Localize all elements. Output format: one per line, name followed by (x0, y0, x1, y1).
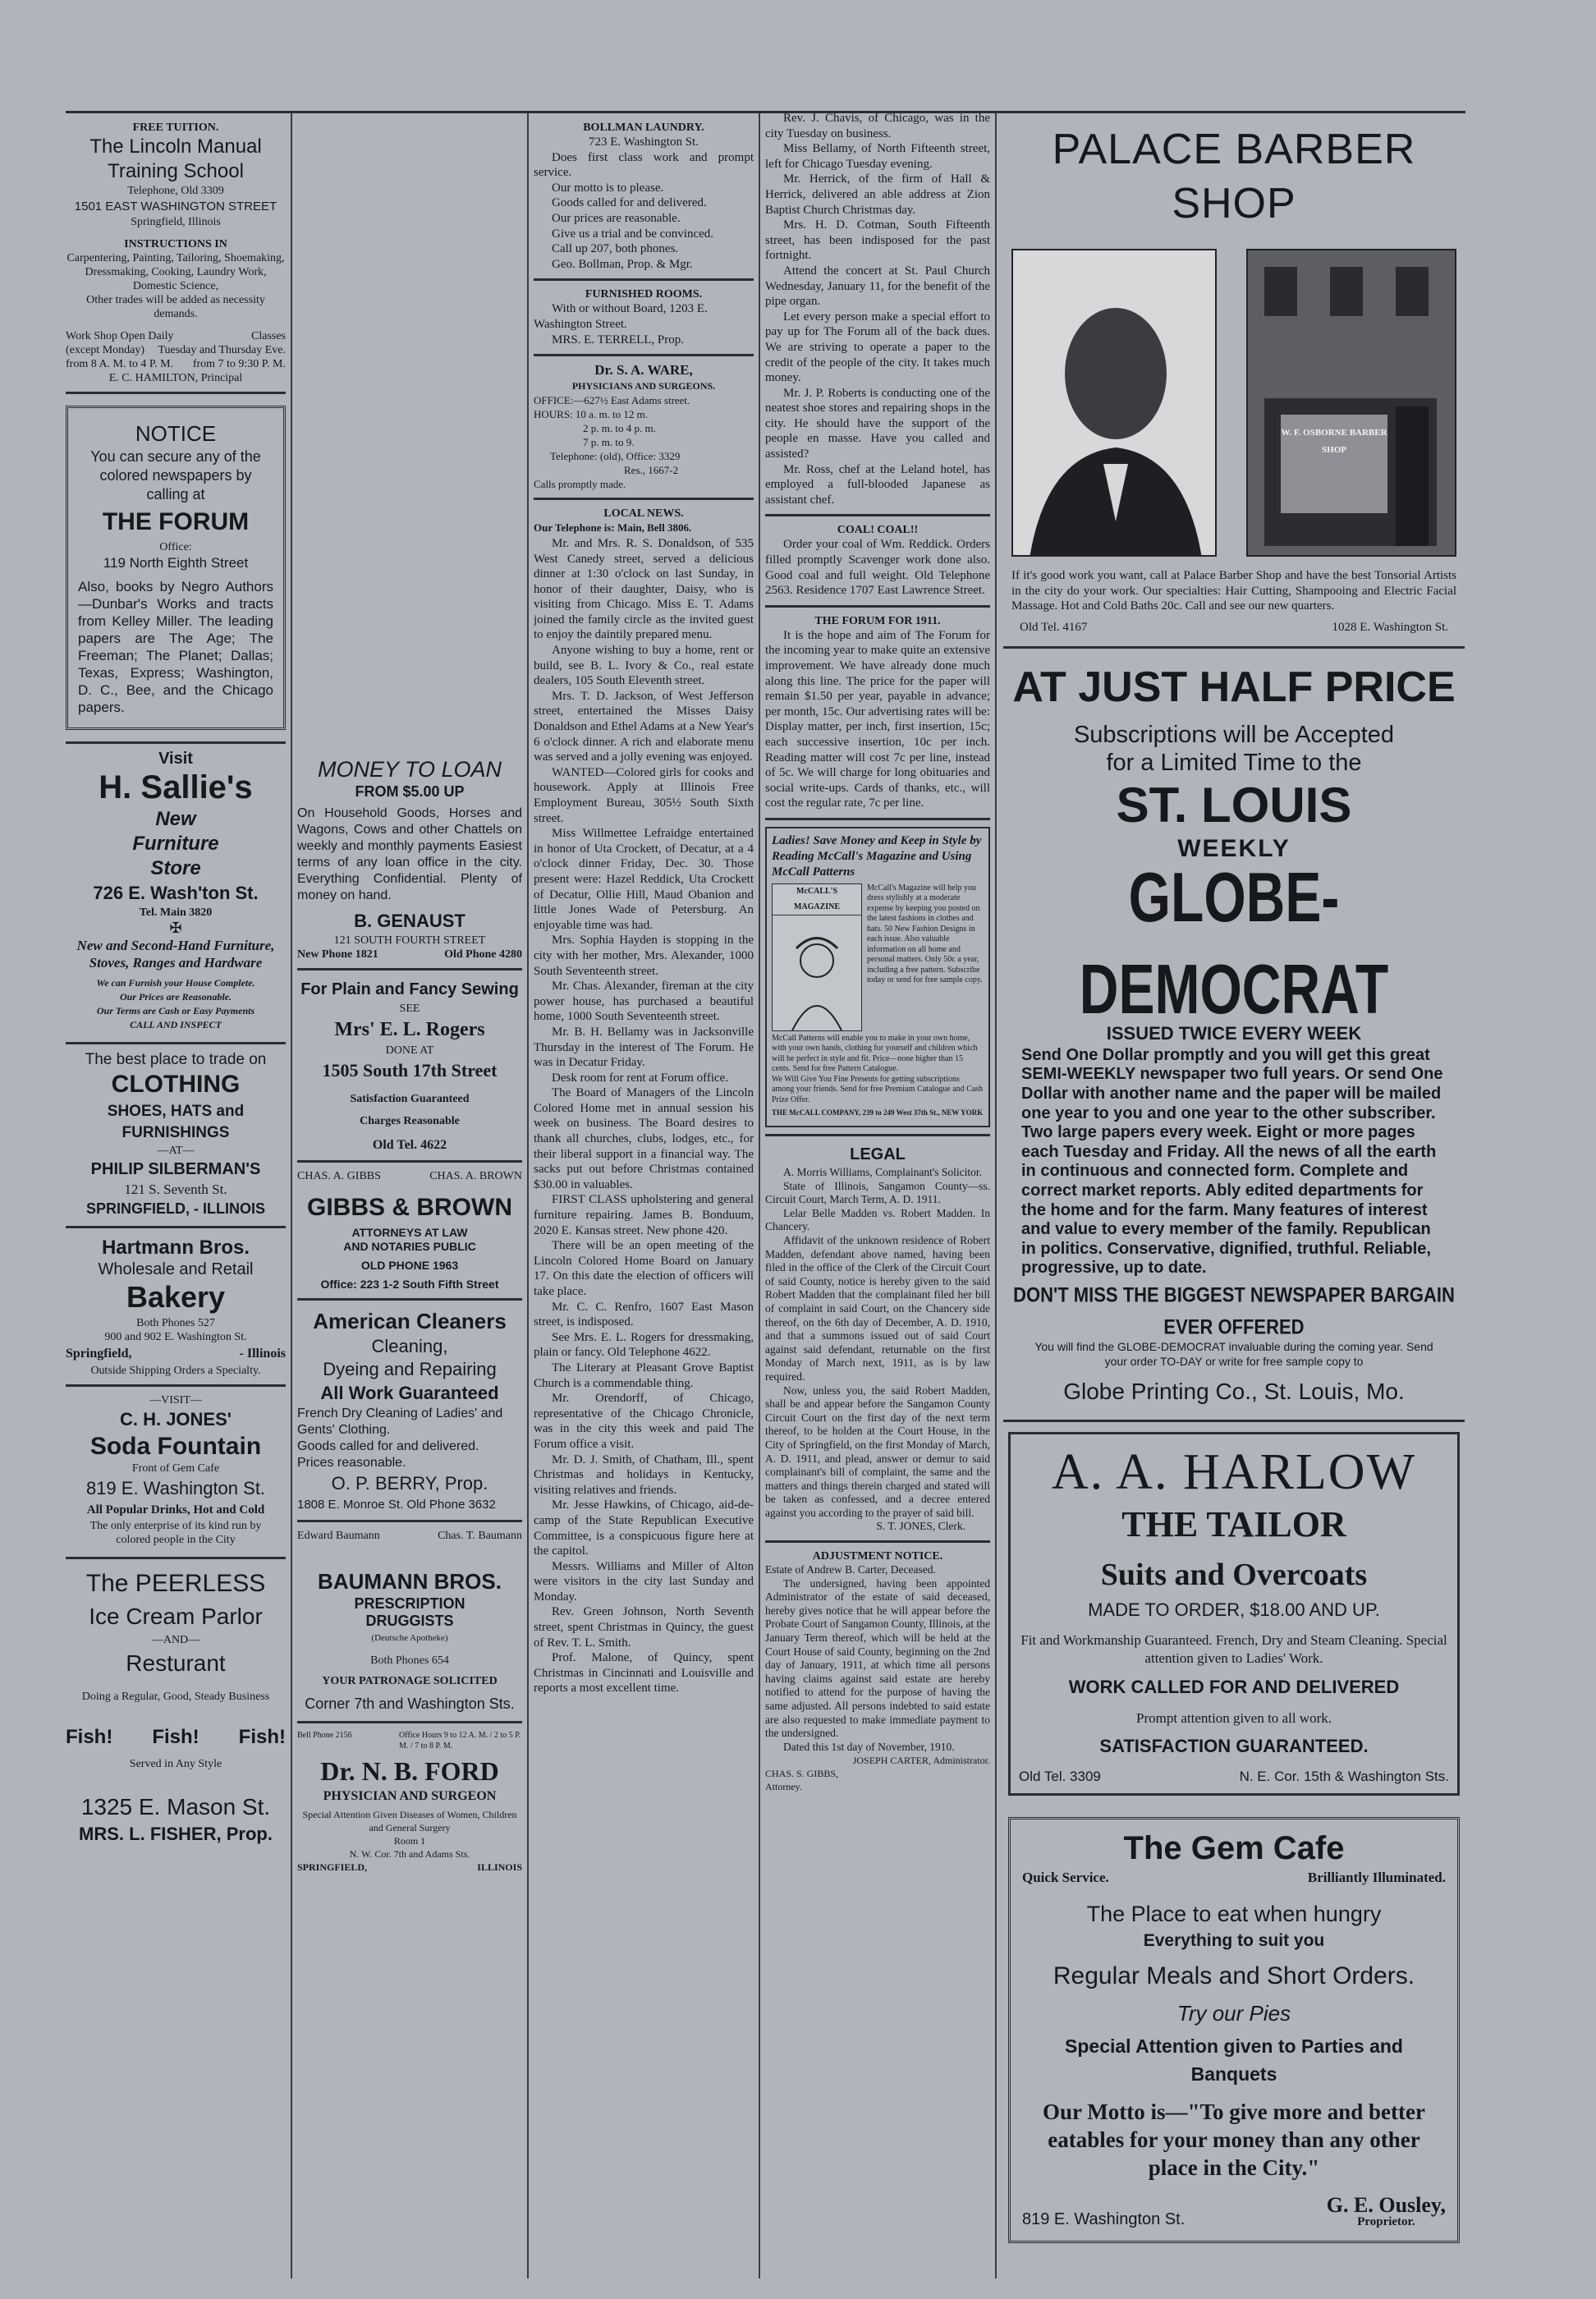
mccall-ad (765, 827, 990, 1127)
jones-location: Front of Gem Cafe (131, 1462, 220, 1475)
shoes-hats: SHOES, HATS and FURNISHINGS (107, 1103, 245, 1141)
news-item: Mr. B. H. Bellamy was in Jacksonville Thursday in the interest of The Forum. He was in Decatur Friday. (534, 1025, 754, 1070)
satisfaction: SATISFACTION GUARANTEED. (1099, 1735, 1369, 1756)
legal-clerk: S. T. JONES, Clerk. (876, 1520, 965, 1533)
furnished-proprietor: MRS. E. TERRELL, Prop. (552, 333, 684, 346)
news-item: Mr. and Mrs. R. S. Donaldson, of 535 West Canedy street, served a delicious dinner at 1:30 o'clock on last Sunday, in honor of their daughter, Daisy, who is visiting from Chicago. Miss E. T. Adams joined the family circle as the invited guest to enjoy the daintily prepared menu. (534, 536, 754, 642)
jones-name: C. H. JONES' (119, 1409, 232, 1429)
news-item: Mrs. T. D. Jackson, of West Jefferson street, entertained the Misses Daisy Donaldson and Ethel Adams at a New Year's 6 o'clock dinner. A rich and elaborate menu was served and a jolly evening was enjoyed. (534, 689, 754, 764)
column-3 (534, 111, 754, 2262)
furnished-head: FURNISHED ROOMS. (585, 288, 703, 301)
st-louis: ST. LOUIS (1116, 777, 1352, 833)
rogers-name: Mrs' E. L. Rogers (334, 1019, 485, 1040)
prompt-attention: Prompt attention given to all work. (1136, 1709, 1332, 1726)
genaust-name: B. GENAUST (354, 911, 466, 931)
and-label: —AND— (151, 1634, 200, 1646)
school-address: 1501 EAST WASHINGTON STREET (74, 200, 277, 213)
harlow-text: Fit and Workmanship Guaranteed. French, Dry and Steam Cleaning. Special attention given to Ladies' Work. (1020, 1631, 1447, 1666)
genaust-address: 121 SOUTH FOURTH STREET (333, 934, 486, 947)
american-cleaners: American Cleaners (313, 1309, 507, 1333)
done-label: DONE AT (385, 1044, 434, 1057)
prices-reasonable: Prices reasonable. (297, 1456, 406, 1470)
gem-motto: Our Motto is—"To give more and better eatables for your money than any other place in the City." (1043, 2099, 1425, 2180)
resturant-label: Resturant (126, 1650, 226, 1676)
news-item: Mr. Herrick, of the firm of Hall & Herrick, delivered an able address at Zion Baptist Church Christmas day. (765, 172, 990, 217)
news-item: Mrs. Sophia Hayden is stopping in the city with her mother, Mrs. Alexander, 1000 South Seventeenth street. (534, 934, 754, 978)
brilliantly-illuminated: Brilliantly Illuminated. (1307, 1869, 1446, 1885)
news-item: Mr. Chas. Alexander, fireman at the city power house, has purchased a beautiful home, 1000 South Seventeenth street. (534, 980, 754, 1024)
sewing-head: For Plain and Fancy Sewing (300, 980, 519, 998)
class-hours: from 7 to 9:30 P. M. (192, 358, 286, 370)
instructions-line: Dressmaking, Cooking, Laundry Work, (85, 266, 267, 278)
ornament-icon: ✠ (169, 920, 182, 936)
prescription-label: PRESCRIPTION (354, 1595, 466, 1612)
sallie-line: CALL AND INSPECT (130, 1019, 222, 1030)
instructions-head: INSTRUCTIONS IN (124, 238, 227, 250)
news-item: Messrs. Williams and Miller of Alton were visitors in the city last Sunday and Monday. (534, 1559, 754, 1604)
hartmann-address: 900 and 902 E. Washington St. (104, 1331, 247, 1343)
coal-head: COAL! COAL!! (837, 524, 919, 537)
adjustment-text: The undersigned, having been appointed Administrator of the estate of said deceased, hereby gives notice that he will appear before the Probate Court of Sangamon County, Illinois, at the January Term thereof, which will be held at the Court House of said County, beginning on the 2nd day of January, 1911, at which time all persons having claims against said estate are hereby notified to attend for the purpose of having the same adjusted. All persons indebted to said estate are also requested to make immediate payment to the undersigned. (765, 1576, 990, 1740)
druggists-label: DRUGGISTS (365, 1613, 454, 1629)
workshop-hours: from 8 A. M. to 4 P. M. (66, 358, 174, 370)
legal-text: A. Morris Williams, Complainant's Solicitor. (783, 1166, 983, 1179)
work-called: WORK CALLED FOR AND DELIVERED (1068, 1676, 1400, 1697)
school-city: Springfield, Illinois (131, 216, 221, 228)
mccall-magazine-image (772, 883, 862, 1031)
coal-text: Order your coal of Wm. Reddick. Orders filled promptly Scavenger work done also. Good coal and full weight. Old Telephone 2563. Residence 1707 East Lawrence Street. (765, 538, 990, 598)
column-rule (759, 111, 760, 2278)
gibbs-brown: GIBBS & BROWN (307, 1194, 512, 1221)
laundry-text: Does first class work and prompt service. (534, 150, 754, 180)
news-item: Rev. J. Chavis, of Chicago, was in the city Tuesday on business. (765, 112, 990, 140)
fish-label: Fish! (66, 1726, 113, 1748)
sallie-line: Our Prices are Reasonable. (120, 991, 232, 1003)
globe-find: You will find the GLOBE-DEMOCRAT invaluable during the coming year. Send your order TO-DAY or write for free sample copy to (1034, 1339, 1433, 1368)
laundry-head: BOLLMAN LAUNDRY. (583, 122, 704, 134)
mccall-text: McCall Patterns will enable you to make in your own home, with your own hands, clothing for yourself and children which will be perfect in style and fit. Price—none higher than 15 cents. Send for free Pattern Catalogue. (772, 1033, 978, 1074)
office-label: Office: (159, 541, 192, 553)
baumann-partner: Edward Baumann (297, 1530, 380, 1542)
sallie-desc: New and Second-Hand Furniture, Stoves, Ranges and Hardware (76, 938, 275, 971)
storefront-sign: W. F. OSBORNE BARBER SHOP (1281, 428, 1387, 455)
sallie-line: We can Furnish your House Complete. (96, 977, 255, 989)
quick-service: Quick Service. (1022, 1869, 1109, 1885)
notice-box (66, 406, 286, 730)
mccall-head: Ladies! Save Money and Keep in Style by Reading McCall's Magazine and Using McCall Patterns (772, 833, 982, 879)
harlow-ad (1008, 1432, 1460, 1796)
gem-cafe-name: The Gem Cafe (1123, 1829, 1345, 1866)
news-item: Mr. J. P. Roberts is conducting one of the neatest shoe stores and repairing shops in the city. He should have the support of the people en masse. Have you called and assisted? (765, 386, 990, 461)
column-rule (291, 111, 292, 2278)
ford-city: SPRINGFIELD, (297, 1861, 368, 1873)
ware-office: OFFICE:—627½ East Adams street. (534, 394, 690, 407)
hartmann-state: - Illinois (239, 1347, 286, 1361)
genaust-phone: Old Phone 4280 (444, 948, 522, 961)
ware-hours: 2 p. m. to 4 p. m. (583, 422, 656, 435)
news-item: Mr. C. C. Renfro, 1607 East Mason street, is indisposed. (534, 1300, 754, 1329)
sallie-address: 726 E. Wash'ton St. (93, 883, 259, 903)
ware-hours: 7 p. m. to 9. (583, 436, 635, 449)
workshop-hours: Work Shop Open Daily (66, 330, 174, 342)
fish-label: Fish! (152, 1726, 200, 1748)
wholesale-label: Wholesale and Retail (98, 1260, 254, 1278)
column-rule (527, 111, 529, 2278)
attorneys-label: ATTORNEYS AT LAW (351, 1226, 468, 1239)
dyeing-label: Dyeing and Repairing (323, 1359, 497, 1379)
peerless-name: The PEERLESS (85, 1570, 266, 1597)
parties-label: Special Attention given to Parties and Banquets (1065, 2035, 1403, 2085)
try-pies: Try our Pies (1176, 2000, 1291, 2026)
best-place: The best place to trade on (85, 1051, 267, 1068)
issued-label: ISSUED TWICE EVERY WEEK (1106, 1022, 1362, 1044)
legal-text: Now, unless you, the said Robert Madden, shall be and appear before the Sangamon County Circuit Court on the first day of the next term thereof, to be holden at the Court House, in the City of Springfield, on the first Monday of March, A. D. 1911, and plead, answer or demur to said complainant's bill of complaint, the same and the matters and things therein charged and stated will be taken as confessed, and a decree entered against you according to the prayer of said bill. (765, 1384, 990, 1519)
mccall-text: McCall's Magazine will help you dress stylishly at a moderate expense by keeping you posted on the latest fashions in clothes and hats. 50 New Fashion Designs in each issue. Also valuable information on all home and personal matters. Only 50c a year, including a free pattern. Subscribe today or send for free sample copy. (867, 883, 983, 985)
news-item: Anyone wishing to buy a home, rent or build, see B. L. Ivory & Co., real estate dealers, 105 South Eleventh street. (534, 644, 754, 688)
hartmann-city: Springfield, (66, 1347, 132, 1361)
ware-name: Dr. S. A. WARE, (594, 362, 693, 379)
legal-head: LEGAL (850, 1145, 906, 1164)
sallie-tel: Tel. Main 3820 (139, 906, 213, 919)
news-item: The Board of Managers of the Lincoln Colored Home met in annual session his week on business. The Board desires to thank all churches, clubs, lodges, etc., for their liberal support in a financial way. The sacks put out before Christmas contained $30.00 in valuables. (534, 1086, 754, 1191)
gibbs-office: Office: 223 1-2 South Fifth Street (320, 1278, 499, 1291)
hartmann-name: Hartmann Bros. (101, 1237, 250, 1259)
hartmann-shipping: Outside Shipping Orders a Specialty. (90, 1365, 261, 1377)
news-item: Mr. Ross, chef at the Leland hotel, has employed a full-blooded Japanese as assistant chef. (765, 462, 990, 507)
news-item: Mr. Jesse Hawkins, of Chicago, aid-de-camp of the State Republican Executive Committee, is a conspicuous figure here at the capitol. (534, 1498, 754, 1558)
baumann-phones: Both Phones 654 (370, 1654, 449, 1667)
laundry-trial: Give us a trial and be convinced. (552, 227, 714, 241)
visit-label: Visit (158, 750, 193, 768)
column-rule (995, 111, 997, 2278)
money-head: MONEY TO LOAN (317, 757, 502, 782)
rogers-address: 1505 South 17th Street (322, 1060, 498, 1081)
legal-text: Affidavit of the unknown residence of Robert Madden, defendant above named, having been filed in the office of the Clerk of the Circuit Court of said County, notice is hereby given to the said Robert Madden that the complainant filed her bill of complaint in said Court, on the Chancery side thereof, on the 6th day of December, A. D. 1910, and that a summons issued out of said Court against said defendant, returnable on the first Monday of March next, 1911, as is by law required. (765, 1234, 990, 1383)
workshop-hours: (except Monday) (66, 344, 145, 356)
ware-res: Res., 1667-2 (624, 464, 679, 477)
served-label: Served in Any Style (129, 1758, 222, 1770)
clothing: CLOTHING (111, 1071, 241, 1098)
tuition-head: FREE TUITION. (132, 122, 219, 134)
soda-fountain: Soda Fountain (89, 1433, 262, 1460)
silberman-city: SPRINGFIELD, - ILLINOIS (85, 1200, 265, 1217)
french-cleaning: French Dry Cleaning of Ladies' and Gents' Clothing. (297, 1406, 503, 1437)
sallie-name: H. Sallie's (99, 769, 253, 805)
silberman-name: PHILIP SILBERMAN'S (90, 1160, 261, 1178)
news-item: Mr. D. J. Smith, of Chatham, Ill., spent Christmas and holidays in Kentucky, visiting relatives and friends. (534, 1452, 754, 1497)
berry-name: O. P. BERRY, Prop. (331, 1473, 488, 1494)
adjustment-attorney: CHAS. S. GIBBS, Attorney. (765, 1768, 839, 1793)
barber-address: 1028 E. Washington St. (1332, 620, 1448, 634)
barber-text: If it's good work you want, call at Palace Barber Shop and have the best Tonsorial Artists in the city do your work. Our specialties: Hair Cutting, Shampooing and Electric Facial Massage. Hot and Cold Baths 20c. Call and see our new quarters. (1011, 569, 1456, 613)
harlow-tel: Old Tel. 3309 (1019, 1768, 1101, 1784)
globe-democrat: GLOBE-DEMOCRAT (1079, 856, 1389, 1028)
regular-meals: Regular Meals and Short Orders. (1053, 1962, 1415, 1989)
mccall-magazine-title: McCALL'S MAGAZINE (773, 884, 861, 915)
furnished-text: With or without Board, 1203 E. Washington Street. (534, 302, 708, 331)
hartmann-phones: Both Phones 527 (136, 1317, 215, 1329)
school-name: The Lincoln Manual Training School (89, 135, 262, 182)
adjustment-text: Estate of Andrew B. Carter, Deceased. (765, 1563, 936, 1576)
forum-1911-text: It is the hope and aim of The Forum for the incoming year to make quite an extensive improvement. We have already done much along this line. The price for the paper will remain $1.50 per year, payable in advance; per month, 15c. Our advertising rates will be: Display matter, per inch, first insertion, 15c; each successive insertion, 10c per inch. Reading matter will cost 7c per line, instead of 5c. We will charge for long obituaries and social write-ups. Cards of thanks, etc., will cost the regular rate, 7c per line. (765, 628, 990, 810)
everything-label: Everything to suit you (1143, 1930, 1325, 1950)
baumann-partner: Chas. T. Baumann (438, 1530, 522, 1542)
gem-address: 819 E. Washington St. (1022, 2210, 1186, 2228)
fish-label: Fish! (238, 1726, 286, 1748)
ware-title: PHYSICIANS AND SURGEONS. (571, 379, 716, 392)
gibbs-partner: CHAS. A. BROWN (429, 1170, 522, 1182)
genaust-phone: New Phone 1821 (297, 948, 378, 961)
forum-1911-head: THE FORUM FOR 1911. (814, 614, 941, 627)
ford-name: Dr. N. B. FORD (320, 1756, 499, 1786)
laundry-prices: Our prices are reasonable. (552, 211, 681, 225)
laundry-motto: Our motto is to please. (552, 181, 664, 195)
laundry-address: 723 E. Washington St. (589, 135, 699, 149)
visit-label: —VISIT— (149, 1394, 202, 1406)
at-label: —AT— (157, 1145, 195, 1157)
peerless-address: 1325 E. Mason St. (80, 1794, 271, 1819)
subscriptions-line: Subscriptions will be Accepted (1073, 721, 1395, 748)
subscriptions-line: for a Limited Time to the (1106, 749, 1362, 776)
ousley-name: G. E. Ousley, (1326, 2192, 1446, 2217)
class-hours: Tuesday and Thursday Eve. (158, 344, 286, 356)
harlow-address: N. E. Cor. 15th & Washington Sts. (1239, 1768, 1449, 1784)
ware-tel: Telephone: (old), Office: 3329 (550, 450, 681, 463)
news-item: Mrs. H. D. Cotman, South Fifteenth street, has been indisposed for the past fortnight. (765, 218, 990, 263)
place-to-eat: The Place to eat when hungry (1086, 1901, 1382, 1926)
gibbs-partner: CHAS. A. GIBBS (297, 1170, 381, 1182)
barber-portrait-photo (1011, 249, 1217, 557)
notice-text: You can secure any of the colored newspapers by calling at (90, 448, 261, 502)
globe-company: Globe Printing Co., St. Louis, Mo. (1063, 1378, 1405, 1404)
jones-address: 819 E. Washington St. (85, 1478, 266, 1498)
local-telephone: Our Telephone is: Main, Bell 3806. (534, 521, 692, 535)
furniture-line: Store (150, 857, 201, 879)
ford-phone: Bell Phone 2156 (297, 1731, 352, 1740)
cleaning-label: Cleaning, (371, 1336, 448, 1356)
peerless-business: Doing a Regular, Good, Steady Business (81, 1691, 270, 1703)
class-hours: Classes (251, 330, 286, 342)
news-item: Miss Willmettee Lefraidge entertained in honor of Uta Crockett, of Decatur, at a 4 o'clock dinner Friday, Dec. 30. Those present were: Hazel Reddick, Uta Crockett of Decatur, Ollie Hill, Maud Obanion and little Jones Wade of Petersburg. An enjoyable time was had. (534, 827, 754, 932)
money-from: FROM $5.00 UP (355, 783, 465, 800)
news-item: Prof. Malone, of Quincy, spent Christmas in Cincinnati and Louisville and reports a most excellent time. (534, 1651, 754, 1696)
laundry-goods: Goods called for and delivered. (552, 196, 707, 210)
instructions-line: Domestic Science, (132, 280, 219, 292)
mccall-company: THE McCALL COMPANY, 239 to 249 West 37th St., NEW YORK (772, 1108, 984, 1117)
news-item: FIRST CLASS upholstering and general furniture repairing. James B. Bonduum, 2020 E. Kansas street. New phone 420. (534, 1193, 754, 1237)
money-text: On Household Goods, Horses and Wagons, Cows and other Chattels on weekly and monthly payments Easiest terms of any loan office in the city. Everything Confidential. Plenty of money on hand. (297, 806, 522, 902)
furniture-line: Furniture (132, 833, 219, 855)
tailor-label: THE TAILOR (1121, 1503, 1346, 1544)
barber-tel: Old Tel. 4167 (1020, 620, 1088, 634)
news-item: Attend the concert at St. Paul Church Wednesday, January 11, for the benefit of the pipe organ. (765, 264, 990, 309)
news-item: WANTED—Colored girls for cooks and housework. Apply at Illinois Free Employment Bureau, 305½ South Sixth street. (534, 765, 754, 825)
sallie-line: Our Terms are Cash or Easy Payments (96, 1005, 255, 1016)
ford-special: Special Attention Given Diseases of Women, Children and General Surgery (302, 1809, 517, 1833)
news-item: Desk room for rent at Forum office. (552, 1071, 729, 1085)
weekly-label: WEEKLY (1177, 834, 1291, 862)
news-item: Rev. Green Johnson, North Seventh street, spent Christmas in Quincy, the guest of Rev. T. L. Smith. (534, 1605, 754, 1650)
principal: E. C. HAMILTON, Principal (108, 372, 243, 384)
ford-title: PHYSICIAN AND SURGEON (323, 1789, 497, 1803)
ware-hours: HOURS: 10 a. m. to 12 m. (534, 408, 649, 421)
mccall-text: We Will Give You Fine Presents for getting subscriptions among your friends. Send for free Premium Catalogue and Cash Prize Offer. (772, 1074, 984, 1104)
notice-books: Also, books by Negro Authors—Dunbar's Works and tracts from Kelley Miller. The leading papers are The Age; The Freeman; The Planet; Dallas; Texas, Express; Washington, D. C., Bee, and the Chicago papers. (78, 579, 273, 715)
baumann-address: Corner 7th and Washington Sts. (305, 1696, 515, 1712)
storefront-icon (1248, 250, 1456, 557)
baumann-bros: BAUMANN BROS. (318, 1569, 502, 1594)
proprietor-label: Proprietor. (1357, 2214, 1415, 2228)
woman-portrait-icon (776, 915, 858, 1039)
adjustment-head: ADJUSTMENT NOTICE. (812, 1550, 943, 1563)
ford-hours: Office Hours 9 to 12 A. M. / 2 to 5 P. M. / 7 to 8 P. M. (399, 1731, 521, 1751)
half-price-head: AT JUST HALF PRICE (1012, 663, 1456, 711)
news-item: The Literary at Pleasant Grove Baptist Church is a commendable thing. (534, 1361, 754, 1390)
school-tel: Telephone, Old 3309 (127, 185, 224, 197)
column-1 (66, 111, 286, 2262)
globe-text: Send One Dollar promptly and you will get this great SEMI-WEEKLY newspaper two full years. Or send One Dollar with another name and the paper will be mailed one year to you and one year to the other subscriber. Two large papers every week. Eight or more pages each Tuesday and Friday. All the news of all the earth in continuous and connected form. Complete and correct market reports. Ably edited departments for the home and for the farm. Many features of interest and value to every member of the family. Republican in politics. Conservative, dignified, truthful. Reliable, progressive, up to date. (1021, 1045, 1443, 1278)
patronage-label: YOUR PATRONAGE SOLICITED (322, 1675, 498, 1687)
forum-name: THE FORUM (102, 508, 250, 535)
column-2 (297, 752, 522, 2263)
made-to-order: MADE TO ORDER, $18.00 AND UP. (1088, 1599, 1380, 1620)
rogers-satisfaction: Satisfaction Guaranteed (350, 1093, 470, 1105)
column-4 (765, 111, 990, 2262)
news-item: Mr. Orendorff, of Chicago, representative of the Chicago Chronicle, was in the city this week and paid The Forum office a visit. (534, 1392, 754, 1451)
all-work-guaranteed: All Work Guaranteed (320, 1383, 499, 1403)
legal-text: State of Illinois, Sangamon County—ss. Circuit Court, March Term, A. D. 1911. (765, 1179, 990, 1206)
instructions-line: Carpentering, Painting, Tailoring, Shoemaking, (66, 252, 285, 264)
legal-text: Lelar Belle Madden vs. Robert Madden. In Chancery. (765, 1206, 990, 1233)
furniture-line: New (155, 808, 196, 830)
office-address: 119 North Eighth Street (103, 555, 249, 571)
adjustment-admin: JOSEPH CARTER, Administrator. (852, 1755, 990, 1767)
gem-cafe-ad (1008, 1817, 1460, 2243)
news-item: There will be an open meeting of the Lincoln Colored Home Board on January 17. On this date the election of officers will take place. (534, 1239, 754, 1298)
instructions-line: Other trades will be added as necessity demands. (86, 294, 265, 320)
jones-note: colored people in the City (116, 1534, 236, 1546)
ice-cream-parlor: Ice Cream Parlor (89, 1604, 263, 1629)
news-item: Let every person make a special effort to pay up for The Forum all of the back dues. We are striving to operate a paper to the credit of the people of the city. It takes much money. (765, 310, 990, 385)
news-item: See Mrs. E. L. Rogers for dressmaking, plain or fancy. Old Telephone 4622. (534, 1330, 754, 1360)
ford-corner: N. W. Cor. 7th and Adams Sts. (349, 1848, 470, 1860)
news-item: Miss Bellamy, of North Fifteenth street, left for Chicago Tuesday evening. (765, 142, 990, 171)
local-news-head: LOCAL NEWS. (603, 507, 684, 521)
ford-room: Room 1 (393, 1835, 426, 1847)
berry-address: 1808 E. Monroe St. Old Phone 3632 (297, 1498, 496, 1512)
apotheke-label: (Deutsche Apotheke) (371, 1633, 448, 1643)
jones-drinks: All Popular Drinks, Hot and Cold (86, 1503, 265, 1517)
goods-called: Goods called for and delivered. (297, 1439, 479, 1453)
ford-state: ILLINOIS (477, 1861, 522, 1873)
dont-miss: DON'T MISS THE BIGGEST NEWSPAPER BARGAIN EVER OFFERED (1013, 1283, 1455, 1339)
harlow-name: A. A. HARLOW (1051, 1443, 1417, 1500)
silberman-address: 121 S. Seventh St. (124, 1182, 227, 1197)
column-5 (1003, 111, 1465, 2262)
rogers-tel: Old Tel. 4622 (372, 1138, 447, 1152)
bakery-label: Bakery (126, 1280, 226, 1314)
barber-storefront-photo (1246, 249, 1456, 557)
notice-head: NOTICE (135, 421, 217, 446)
ware-calls: Calls promptly made. (534, 478, 626, 491)
adjustment-date: Dated this 1st day of November, 1910. (783, 1740, 955, 1753)
rogers-charges: Charges Reasonable (360, 1115, 460, 1127)
peerless-proprietor: MRS. L. FISHER, Prop. (79, 1824, 273, 1844)
see-label: SEE (399, 1003, 420, 1015)
notaries-label: AND NOTARIES PUBLIC (343, 1240, 476, 1253)
laundry-phone: Call up 207, both phones. (552, 242, 679, 256)
gibbs-phone: OLD PHONE 1963 (360, 1259, 459, 1272)
jones-note: The only enterprise of its kind run by (89, 1520, 262, 1532)
laundry-proprietor: Geo. Bollman, Prop. & Mgr. (552, 257, 693, 271)
suits-overcoats: Suits and Overcoats (1100, 1557, 1368, 1592)
man-portrait-icon (1013, 250, 1217, 557)
barber-head: PALACE BARBER SHOP (1052, 126, 1416, 227)
